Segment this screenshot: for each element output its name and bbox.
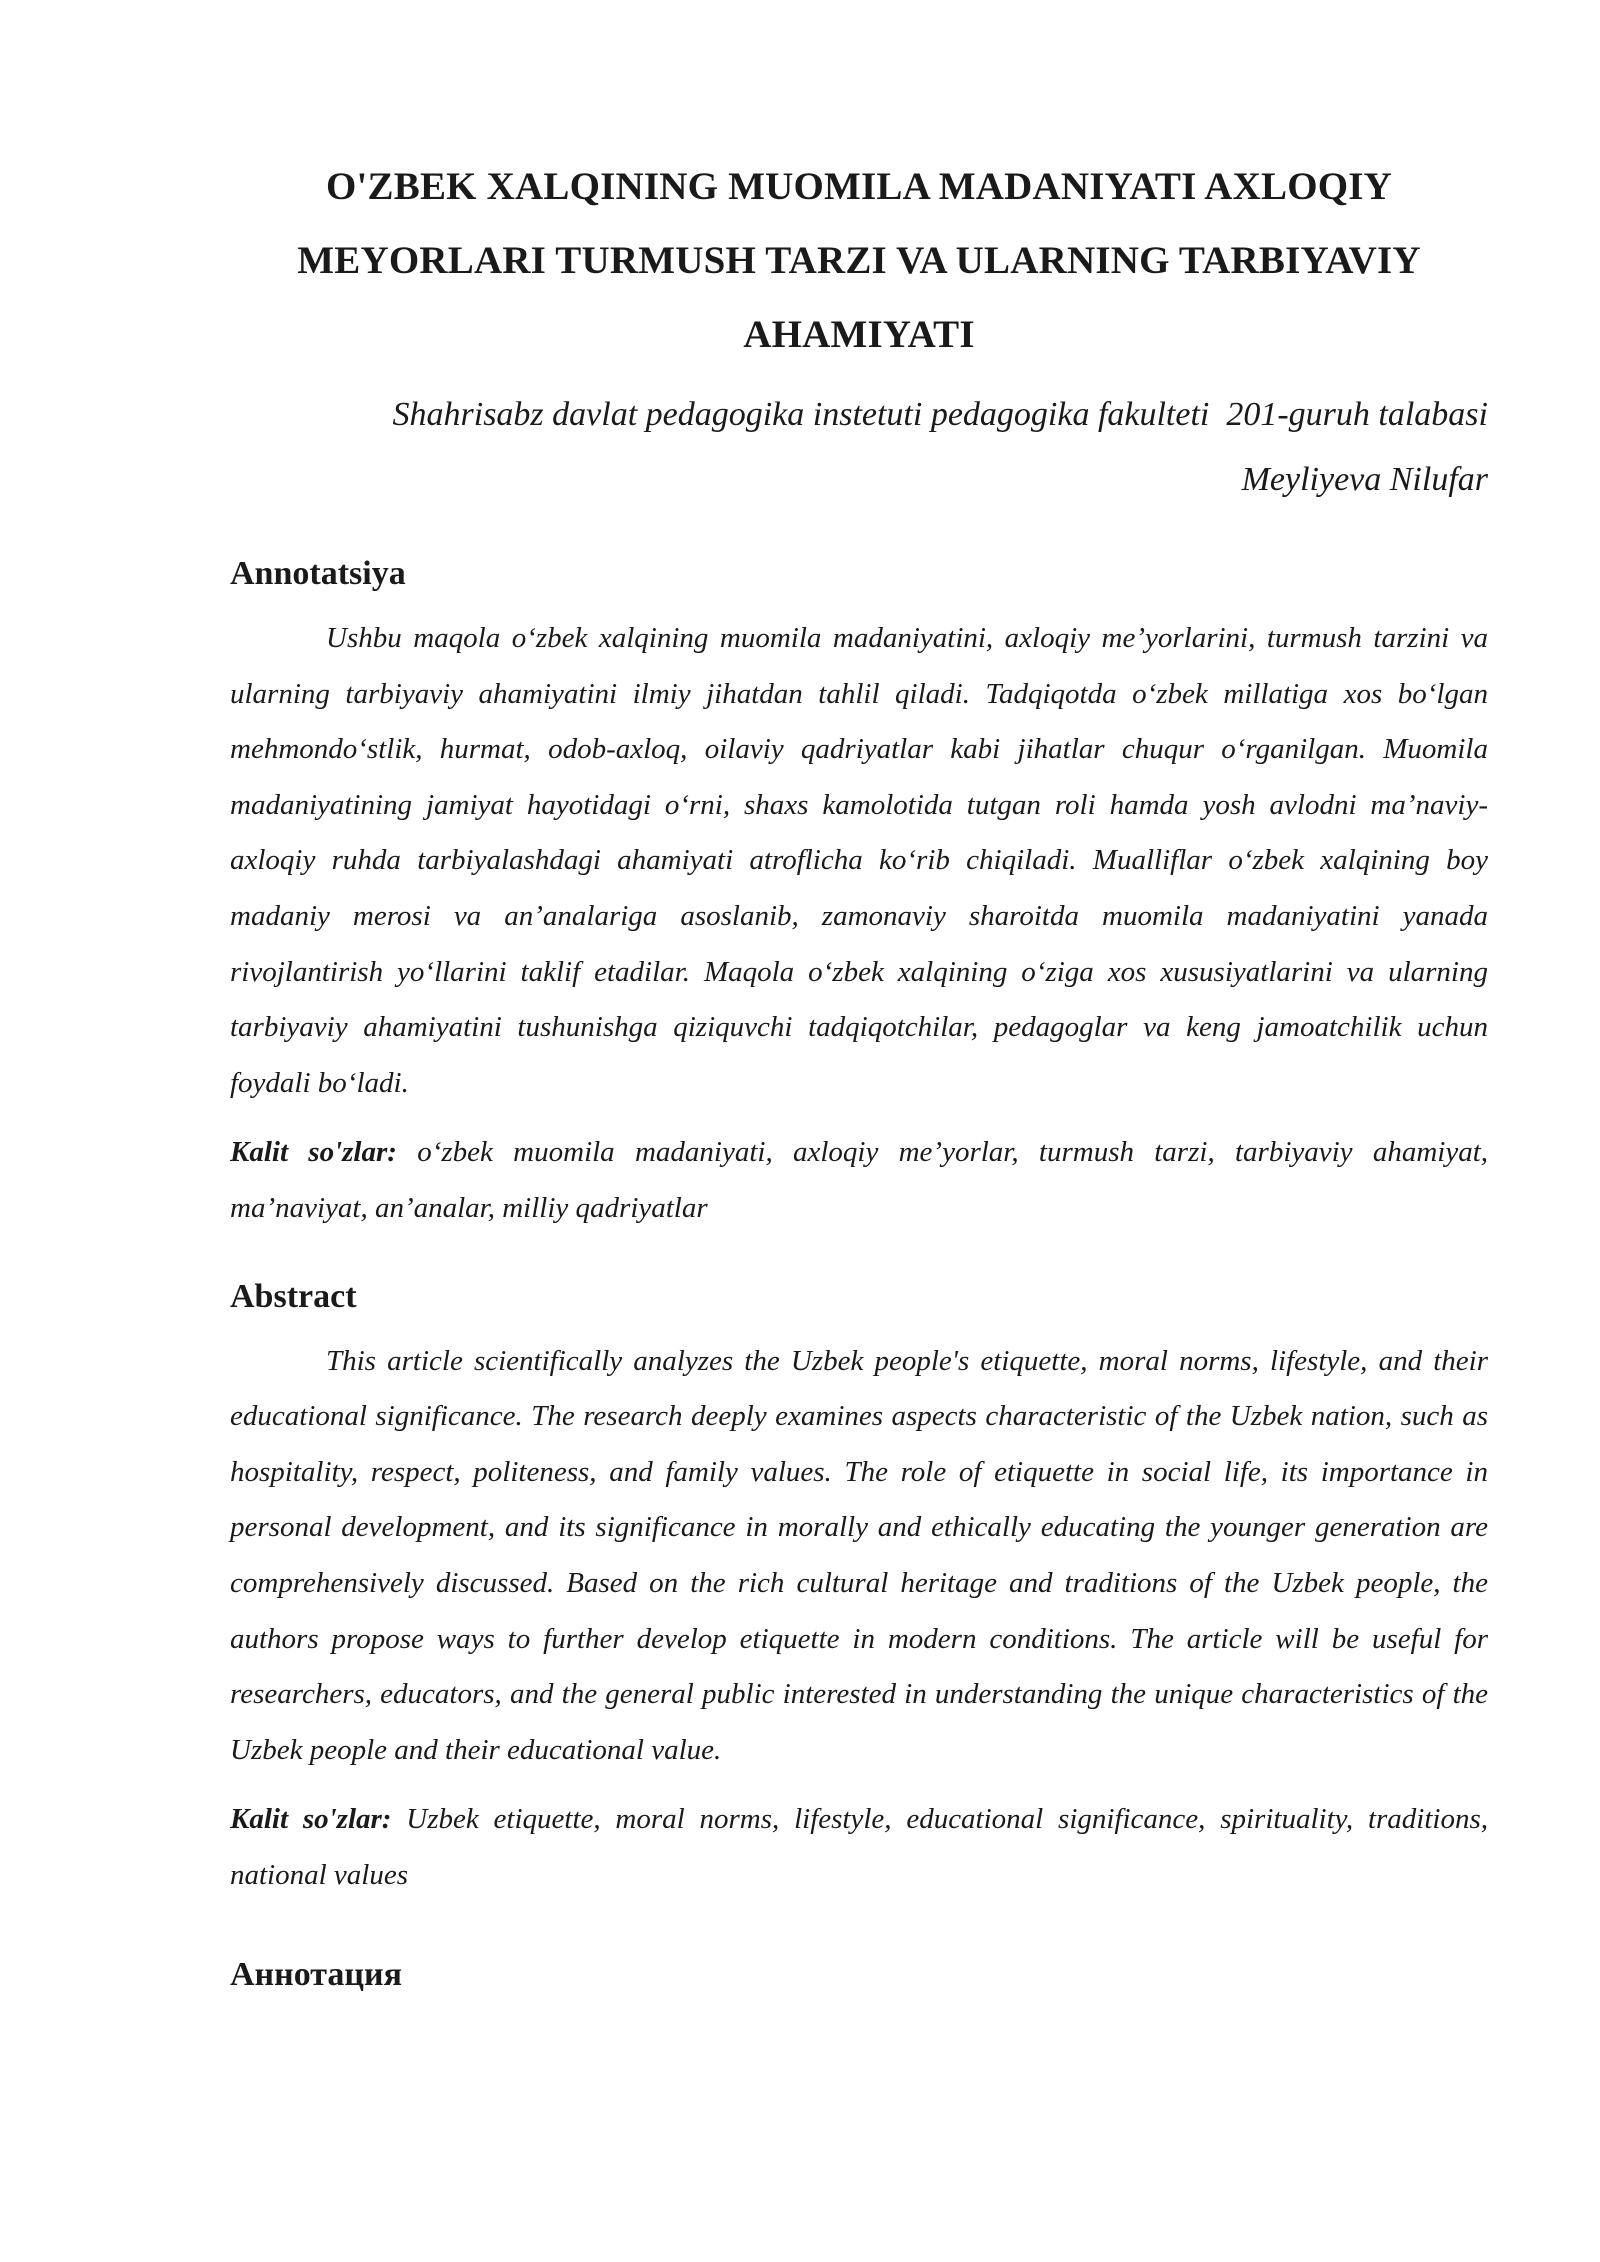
- author-affiliation: Shahrisabz davlat pedagogika instetuti pedagogika fakulteti 201-guruh talabasi: [392, 396, 1488, 433]
- keywords-list: Uzbek etiquette, moral norms, lifestyle, educational significance, spirituality, traditions, national values: [230, 1803, 1488, 1891]
- author-name: Meyliyeva Nilufar: [1241, 461, 1488, 498]
- russian-annotation-heading: Аннотация: [230, 1956, 402, 1994]
- keywords-label: Kalit so'zlar:: [230, 1136, 397, 1169]
- annotation-keywords: [230, 1125, 1488, 1236]
- author-block: [230, 382, 1488, 512]
- abstract-heading: Abstract: [230, 1277, 357, 1315]
- keywords-label: Kalit so'zlar:: [230, 1803, 392, 1836]
- document-page: [230, 0, 1488, 1995]
- abstract-text: This article scientifically analyzes the Uzbek people's etiquette, moral norms, lifestyle, and their educational significance. The research deeply examines aspects characteristic of the Uzbek nation, such as hospitality, respect, politeness, and family values. The role of etiquette in social life, its importance in personal development, and its significance in morally and ethically educating the younger generation are comprehensively discussed. Based on the rich cultural heritage and traditions of the Uzbek people, the authors propose ways to further develop etiquette in modern conditions. The article will be useful for researchers, educators, and the general public interested in understanding the unique characteristics of the Uzbek people and their educational value.: [230, 1344, 1488, 1766]
- abstract-keywords: [230, 1792, 1488, 1903]
- annotation-text: Ushbu maqola o‘zbek xalqining muomila madaniyatini, axloqiy me’yorlarini, turmush tarzini va ularning tarbiyaviy ahamiyatini ilmiy jihatdan tahlil qiladi. Tadqiqotda o‘zbek millatiga xos bo‘lgan mehmondo‘stlik, hurmat, odob-axloq, oilaviy qadriyatlar kabi jihatlar chuqur o‘rganilgan. Muomila madaniyatining jamiyat hayotidagi o‘rni, shaxs kamolotida tutgan roli hamda yosh avlodni ma’naviy-axloqiy ruhda tarbiyalashdagi ahamiyati atroflicha ko‘rib chiqiladi. Mualliflar o‘zbek xalqining boy madaniy merosi va an’analariga asoslanib, zamonaviy sharoitda muomila madaniyatini yanada rivojlantirish yo‘llarini taklif etadilar. Maqola o‘zbek xalqining o‘ziga xos xususiyatlarini va ularning tarbiyaviy ahamiyatini tushunishga qiziquvchi tadqiqotchilar, pedagoglar va keng jamoatchilik uchun foydali bo‘ladi.: [230, 622, 1488, 1099]
- keywords-list: o‘zbek muomila madaniyati, axloqiy me’yorlar, turmush tarzi, tarbiyaviy ahamiyat, ma’naviyat, an’analar, milliy qadriyatlar: [230, 1136, 1489, 1224]
- paper-title: O'ZBEK XALQINING MUOMILA MADANIYATI AXLOQIY MEYORLARI TURMUSH TARZI VA ULARNING TARBIYAVIY AHAMIYATI: [297, 165, 1421, 356]
- annotation-heading: Annotatsiya: [230, 555, 406, 592]
